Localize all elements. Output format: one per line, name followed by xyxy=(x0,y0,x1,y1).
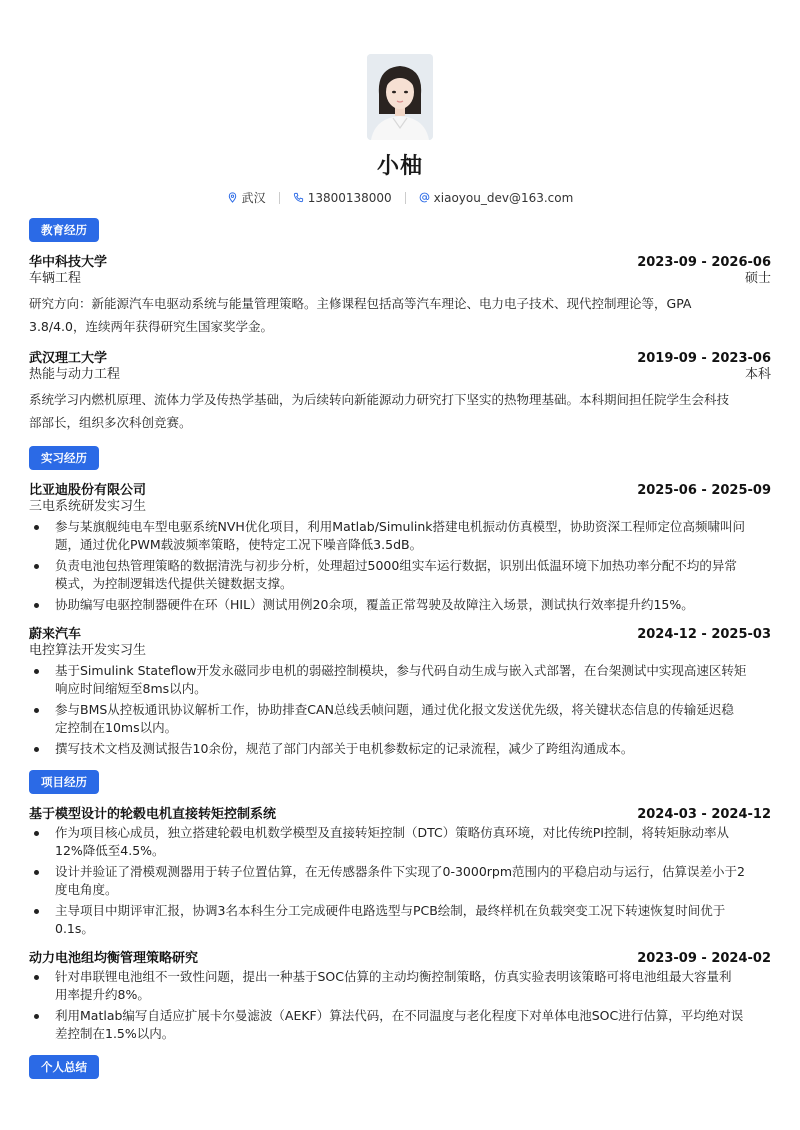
phone-icon xyxy=(293,192,304,203)
entry-date: 2019-09 - 2023-06 xyxy=(637,351,771,366)
entry-date: 2024-12 - 2025-03 xyxy=(637,627,771,642)
section-title-internship: 实习经历 xyxy=(29,446,99,470)
list-item: 主导项目中期评审汇报，协调3名本科生分工完成硬件电路选型与PCB绘制，最终样机在负载突变工况下转速恢复时间优于 0.1s。 xyxy=(29,902,771,938)
list-item: 基于Simulink Stateflow开发永磁同步电机的弱磁控制模块，参与代码自动生成与嵌入式部署，在台架测试中实现高速区转矩 响应时间缩短至8ms以内。 xyxy=(29,662,771,698)
entry-date: 2023-09 - 2026-06 xyxy=(637,255,771,270)
major: 车辆工程 xyxy=(29,271,82,286)
list-item: 利用Matlab编写自适应扩展卡尔曼滤波（AEKF）算法代码，在不同温度与老化程度下对单体电池SOC进行估算，平均绝对误 差控制在1.5%以内。 xyxy=(29,1007,771,1043)
list-item: 负责电池包热管理策略的数据清洗与初步分析，处理超过5000组实车运行数据，识别出低温环境下加热功率分配不均的异常 模式，为控制逻辑迭代提供关键数据支撑。 xyxy=(29,557,771,593)
section-summary xyxy=(29,1055,771,1079)
candidate-name: 小柚 xyxy=(376,154,423,179)
contact-phone[interactable] xyxy=(293,191,392,205)
project-entry xyxy=(29,947,771,1043)
project-name: 动力电池组均衡管理策略研究 xyxy=(29,951,199,966)
internship-entry xyxy=(29,479,771,614)
contact-location xyxy=(227,189,266,206)
company-name: 蔚来汽车 xyxy=(29,627,82,642)
at-sign-icon xyxy=(419,192,430,203)
list-item: 撰写技术文档及测试报告10余份，规范了部门内部关于电机参数标定的记录流程，减少了跨组沟通成本。 xyxy=(29,740,771,758)
entry-date: 2023-09 - 2024-02 xyxy=(637,951,771,966)
contact-phone-text: 13800138000 xyxy=(307,190,392,205)
education-entry xyxy=(29,251,771,338)
bullet-list xyxy=(29,968,771,1043)
project-name: 基于模型设计的轮毂电机直接转矩控制系统 xyxy=(29,807,277,822)
education-description: 系统学习内燃机原理、流体力学及传热学基础，为后续转向新能源动力研究打下坚实的热物理基础。本科期间担任院学生会科技 部部长，组织多次科创竞赛。 xyxy=(29,392,730,430)
avatar xyxy=(367,54,433,140)
list-item: 设计并验证了滑模观测器用于转子位置估算，在无传感器条件下实现了0-3000rpm范围内的平稳启动与运行，估算误差小于2 度电角度。 xyxy=(29,863,771,899)
school-name: 武汉理工大学 xyxy=(29,351,108,366)
bullet-list xyxy=(29,662,771,758)
job-role: 电控算法开发实习生 xyxy=(29,643,147,658)
section-title-summary: 个人总结 xyxy=(29,1055,99,1079)
contact-divider xyxy=(405,192,406,204)
list-item: 作为项目核心成员，独立搭建轮毂电机数学模型及直接转矩控制（DTC）策略仿真环境，对比传统PI控制，将转矩脉动率从 12%降低至4.5%。 xyxy=(29,824,771,860)
entry-date: 2024-03 - 2024-12 xyxy=(637,807,771,822)
contact-divider xyxy=(279,192,280,204)
location-pin-icon xyxy=(227,192,238,203)
education-entry xyxy=(29,347,771,434)
project-entry xyxy=(29,803,771,938)
contact-location-text: 武汉 xyxy=(241,191,266,205)
major: 热能与动力工程 xyxy=(29,367,121,382)
contact-bar xyxy=(29,189,771,206)
job-role: 三电系统研发实习生 xyxy=(29,499,147,514)
portrait-icon xyxy=(367,54,433,140)
list-item: 参与某旗舰纯电车型电驱系统NVH优化项目，利用Matlab/Simulink搭建电机振动仿真模型，协助资深工程师定位高频啸叫问 题，通过优化PWM载波频率策略，使特定工况下噪音降低3.5dB。 xyxy=(29,518,771,554)
bullet-list xyxy=(29,824,771,938)
resume-header xyxy=(29,0,771,206)
contact-email[interactable] xyxy=(419,191,574,205)
list-item: 协助编写电驱控制器硬件在环（HIL）测试用例20余项，覆盖正常驾驶及故障注入场景，测试执行效率提升约15%。 xyxy=(29,596,771,614)
school-name: 华中科技大学 xyxy=(29,255,108,270)
section-projects xyxy=(29,770,771,1043)
degree: 硕士 xyxy=(744,271,771,286)
education-description: 研究方向：新能源汽车电驱动系统与能量管理策略。主修课程包括高等汽车理论、电力电子技术、现代控制理论等，GPA 3.8/4.0，连续两年获得研究生国家奖学金。 xyxy=(29,296,692,334)
list-item: 针对串联锂电池组不一致性问题，提出一种基于SOC估算的主动均衡控制策略，仿真实验表明该策略可将电池组最大容量利 用率提升约8%。 xyxy=(29,968,771,1004)
company-name: 比亚迪股份有限公司 xyxy=(29,483,147,498)
degree: 本科 xyxy=(744,367,771,382)
contact-email-text: xiaoyou_dev@163.com xyxy=(433,190,574,205)
section-education xyxy=(29,218,771,434)
internship-entry xyxy=(29,623,771,758)
list-item: 参与BMS从控板通讯协议解析工作，协助排查CAN总线丢帧问题，通过优化报文发送优先级，将关键状态信息的传输延迟稳 定控制在10ms以内。 xyxy=(29,701,771,737)
section-internship xyxy=(29,446,771,758)
entry-date: 2025-06 - 2025-09 xyxy=(637,483,771,498)
bullet-list xyxy=(29,518,771,614)
section-title-projects: 项目经历 xyxy=(29,770,99,794)
section-title-education: 教育经历 xyxy=(29,218,99,242)
